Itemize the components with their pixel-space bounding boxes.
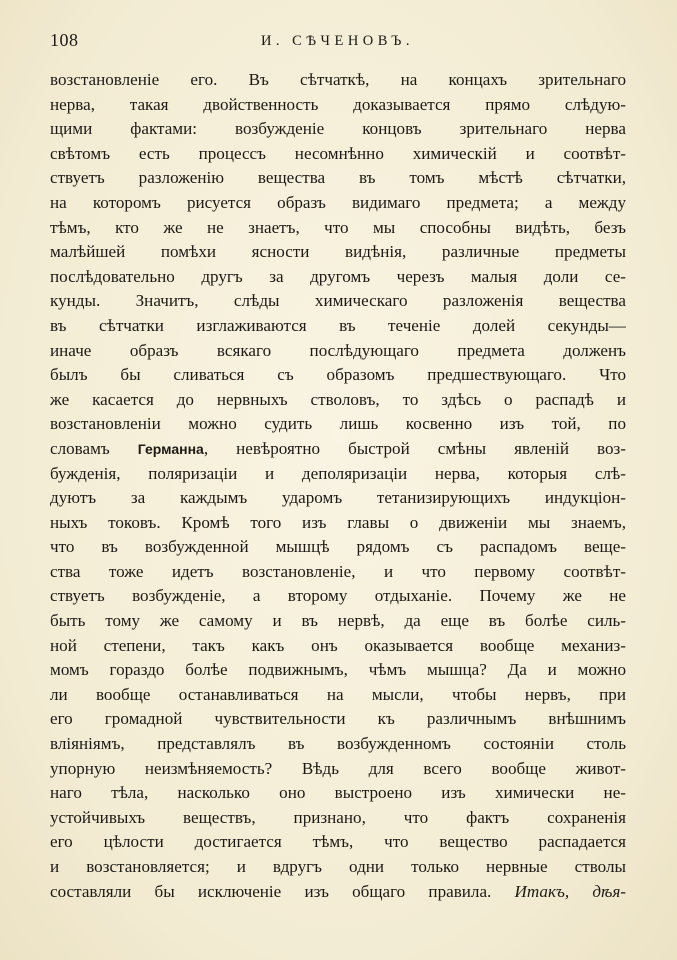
text-run: ства тоже идетъ возстановленіе, и что первому соотвѣт-: [50, 561, 626, 581]
text-run: ствуетъ разложенію вещества въ томъ мѣстѣ сѣтчатки,: [50, 168, 626, 188]
text-line: [50, 142, 626, 167]
text-line: [50, 437, 626, 462]
text-line: [50, 535, 626, 560]
text-line: [50, 93, 626, 118]
text-run: момъ гораздо болѣе подвижнымъ, чѣмъ мышца? Да и можно: [50, 660, 626, 680]
italic-text: Итакъ, дѣя-: [514, 881, 626, 901]
text-line: [50, 880, 626, 905]
text-run: въ сѣтчатки изглаживаются въ теченіе долей секунды—: [50, 315, 626, 335]
text-run: же касается до нервныхъ стволовъ, то здѣсь о распадѣ и: [50, 389, 626, 409]
text-run: наго тѣла, насколько оно выстроено изъ химически не-: [50, 783, 626, 803]
text-run: ли вообще останавливаться на мысли, чтобы нервъ, при: [50, 684, 626, 704]
text-run: устойчивыхъ веществъ, признано, что фактъ сохраненія: [50, 807, 626, 827]
text-run: упорную неизмѣняемость? Вѣдь для всего вообще живот-: [50, 758, 626, 778]
text-line: [50, 265, 626, 290]
text-run: на которомъ рисуется образъ видимаго предмета; а между: [50, 192, 626, 212]
text-run: ствуетъ возбужденіе, а второму отдыханіе. Почему же не: [50, 586, 626, 606]
text-run: составляли бы исключеніе изъ общаго правила.: [50, 881, 515, 901]
text-line: [50, 658, 626, 683]
text-line: [50, 634, 626, 659]
text-run: его цѣлости достигается тѣмъ, что вещество распадается: [50, 832, 626, 852]
text-line: [50, 339, 626, 364]
text-run: свѣтомъ есть процессъ несомнѣнно химическій и соотвѣт-: [50, 143, 626, 163]
text-line: [50, 486, 626, 511]
text-line: [50, 584, 626, 609]
page-number: 108: [50, 30, 79, 50]
text-line: [50, 462, 626, 487]
text-run: быть тому же самому и въ нервѣ, да еще въ болѣе силь-: [50, 611, 626, 631]
text-line: [50, 609, 626, 634]
page-header: [50, 30, 625, 56]
text-run: былъ бы сливаться съ образомъ предшествующаго. Что: [50, 365, 626, 385]
author-name: Германна: [137, 440, 204, 457]
text-run: ныхъ токовъ. Кромѣ того изъ главы о движеніи мы знаемъ,: [50, 512, 626, 532]
text-line: [50, 560, 626, 585]
text-run: его громадной чувствительности къ различнымъ внѣшнимъ: [50, 709, 626, 729]
text-line: [50, 191, 626, 216]
text-run: вліяніямъ, представлялъ въ возбужденномъ состояніи столь: [50, 734, 626, 754]
text-line: [50, 240, 626, 265]
text-line: [50, 806, 626, 831]
text-line: [50, 683, 626, 708]
text-line: [50, 707, 626, 732]
body-text: [50, 68, 626, 904]
text-line: [50, 855, 626, 880]
running-head: И. СѢЧЕНОВЪ.: [260, 33, 415, 49]
text-line: [50, 830, 626, 855]
text-line: [50, 732, 626, 757]
text-run: щими фактами: возбужденіе концовъ зрительнаго нерва: [50, 119, 626, 139]
text-run: ной степени, такъ какъ онъ оказывается вообще механиз-: [50, 635, 626, 655]
text-line: [50, 166, 626, 191]
text-run: малѣйшей помѣхи ясности видѣнія, различные предметы: [50, 242, 626, 262]
text-run: возстановленіи можно судить лишь косвенно изъ той, по: [50, 414, 626, 434]
text-line: [50, 216, 626, 241]
text-line: [50, 412, 626, 437]
text-line: [50, 363, 626, 388]
text-run: что въ возбужденной мышцѣ рядомъ съ распадомъ веще-: [50, 537, 626, 557]
text-run: , невѣроятно быстрой смѣны явленій воз-: [203, 438, 626, 458]
text-run: и возстановляется; и вдругъ одни только нервные стволы: [50, 857, 626, 876]
text-run: дуютъ за каждымъ ударомъ тетанизирующихъ индукціон-: [50, 488, 626, 508]
text-line: [50, 388, 626, 413]
text-run: тѣмъ, кто же не знаетъ, что мы способны видѣть, безъ: [50, 217, 626, 237]
text-line: [50, 511, 626, 536]
text-line: [50, 314, 626, 339]
text-line: [50, 68, 626, 93]
text-run: нерва, такая двойственность доказывается прямо слѣдую-: [50, 94, 626, 114]
text-line: [50, 757, 626, 782]
text-run: послѣдовательно другъ за другомъ черезъ малыя доли се-: [50, 266, 626, 286]
text-run: кунды. Значитъ, слѣды химическаго разложенія вещества: [50, 291, 626, 311]
text-line: [50, 781, 626, 806]
text-run: словамъ: [50, 438, 138, 458]
text-run: бужденія, поляризаціи и деполяризаціи нерва, которыя слѣ-: [50, 463, 626, 483]
text-run: возстановленіе его. Въ сѣтчаткѣ, на концахъ зрительнаго: [50, 70, 626, 89]
text-line: [50, 289, 626, 314]
text-run: иначе образъ всякаго послѣдующаго предмета долженъ: [50, 340, 626, 360]
text-line: [50, 117, 626, 142]
